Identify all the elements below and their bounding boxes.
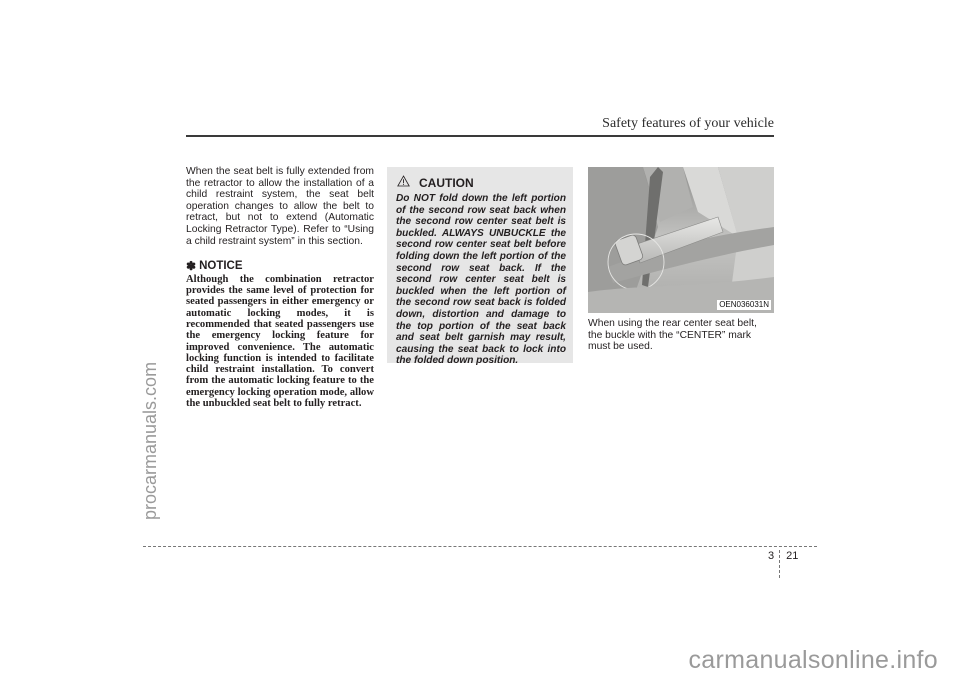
caution-text: Do NOT fold down the left portion of the second row seat back when the second row center seat belt is buckled. ALWAYS UNBUCKLE the second row center seat belt before folding down the left portion of the second row seat back. If the second row center seat belt is buckled when the left portion of the second row seat back is folded down, distortion and damage to the top portion of the seat back and seat belt garnish may result, causing the seat back to lock into the folded down position. [396, 193, 566, 367]
page-number-value: 21 [786, 550, 799, 562]
bottom-watermark: carmanualsonline.info [688, 646, 938, 674]
page-number-separator [779, 550, 781, 578]
warning-triangle-icon [397, 174, 410, 192]
notice-asterisk-icon: ✽ [186, 259, 197, 274]
footer-rule [143, 546, 817, 547]
caution-heading [397, 174, 474, 192]
left-watermark: procarmanuals.com [140, 361, 160, 520]
notice-title: NOTICE [199, 260, 243, 273]
seat-belt-photo [588, 167, 774, 313]
notice-text: Although the combination retractor provides the same level of protection for seated passengers in either emergency or automatic locking modes, it is recommended that seated passengers use the emergency locking feature for improved convenience. The automatic locking function is intended to facilitate child restraint installation. To convert from the automatic locking feature to the emergency locking operation mode, allow the unbuckled seat belt to fully retract. [186, 273, 374, 410]
notice-heading [186, 261, 374, 273]
chapter-number: 3 [768, 550, 775, 562]
caution-title: CAUTION [419, 176, 474, 190]
header-rule [186, 135, 774, 137]
left-column [186, 166, 374, 409]
caution-box [387, 167, 573, 367]
intro-paragraph: When the seat belt is fully extended from the retractor to allow the installation of a child restraint system, the seat belt operation changes to allow the belt to retract, but not to extend (Automatic Locking Retractor Type). Refer to “Using a child restraint system” in this section. [186, 166, 374, 247]
seat-belt-illustration [588, 167, 774, 313]
right-column-text: When using the rear center seat belt, the buckle with the “CENTER” mark must be used. [588, 318, 757, 353]
section-title: Safety features of your vehicle [602, 116, 774, 131]
page-number [768, 550, 798, 578]
figure-code: OEN036031N [719, 300, 769, 309]
